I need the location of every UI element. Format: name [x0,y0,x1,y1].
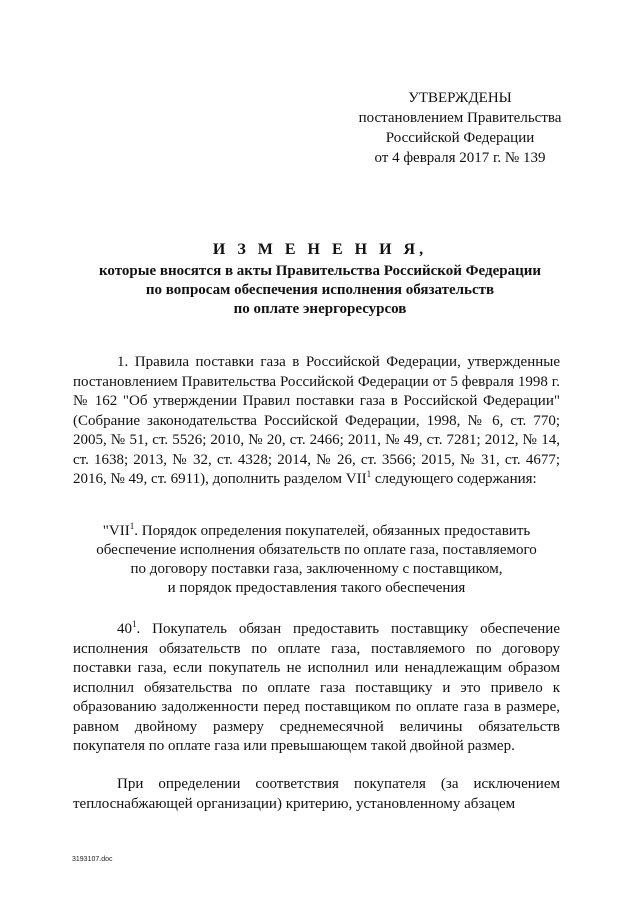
document-subtitle-line-2: по вопросам обеспечения исполнения обязательств [145,282,495,298]
paragraph-2-number: 40 [117,621,132,637]
paragraph-1-tail: следующего содержания: [371,471,537,487]
paragraph-2 [73,620,560,757]
document-title: И З М Е Н Е Н И Я, [212,241,428,258]
section-title [73,522,560,598]
section-title-line-2: обеспечение исполнения обязательств по оплате газа, поставляемого [96,542,537,558]
paragraph-3 [73,775,560,814]
approval-line-date: от 4 февраля 2017 г. № 139 [374,150,546,166]
section-title-prefix: "VII [102,523,130,539]
document-subtitle-line-3: по оплате энергоресурсов [233,301,407,317]
document-subtitle-line-1: которые вносятся в акты Правительства Российской Федерации [98,263,542,279]
paragraph-2-text: . Покупатель обязан предоставить поставщику обеспечение исполнения обязательств по оплате газа, поставляемого по договору поставки газа, если покупатель не исполнил или ненадлежащим образом исполнил обязательства по оплате газа поставщику и это привело к образованию задолженности перед поставщиком по оплате газа в размере, равном двойному размеру среднемесячной величины обязательств покупателя по оплате газа или превышающем такой двойной размер. [73,621,560,754]
paragraph-1 [73,353,560,490]
section-title-line-4: и порядок предоставления такого обеспечения [167,580,466,596]
document-file-id: 3193107.doc [72,856,113,863]
section-title-line-3: по договору поставки газа, заключенному с поставщиком, [130,561,503,577]
paragraph-3-text: При определении соответствия покупателя (за исключением теплоснабжающей организации) критерию, установленному абзацем [73,776,560,812]
section-title-line-1: . Порядок определения покупателей, обязанных предоставить [134,523,531,539]
document-heading [40,238,600,319]
approval-line-country: Российской Федерации [385,130,535,146]
paragraph-1-text: 1. Правила поставки газа в Российской Федерации, утвержденные постановлением Правительства Российской Федерации от 5 февраля 1998 г. № 162 "Об утверждении Правил поставки газа в Российской Федерации" (Собрание законодательства Российской Федерации, 1998, № 6, ст. 770; 2005, № 51, ст. 5526; 2010, № 20, ст. 2466; 2011, № 49, ст. 7281; 2012, № 14, ст. 1638; 2013, № 32, ст. 4328; 2014, № 26, ст. 3566; 2015, № 31, ст. 4677; 2016, № 49, ст. 6911), дополнить разделом VII [73,354,560,487]
paragraph-2-superscript: 1 [132,619,137,629]
approval-stamp [350,88,570,168]
approval-line-resolution: постановлением Правительства [358,110,562,126]
section-title-superscript: 1 [129,521,135,531]
approval-title: УТВЕРЖДЕНЫ [408,90,512,106]
paragraph-1-superscript: 1 [366,469,372,479]
